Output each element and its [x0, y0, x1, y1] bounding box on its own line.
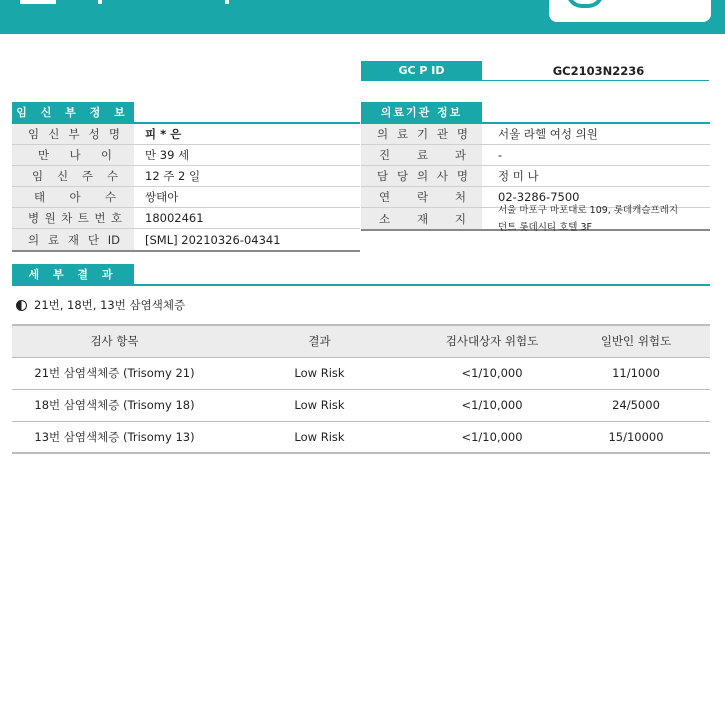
info-row — [12, 187, 360, 208]
details-title: 세 부 결 과 — [12, 264, 134, 284]
info-row — [361, 145, 710, 166]
hospital-info-table — [361, 124, 710, 231]
table-row — [12, 357, 710, 389]
info-key: 태 아 수 — [12, 187, 134, 207]
info-key: 담 당 의 사 명 — [361, 166, 482, 186]
foundation-id-value: [SML] 20210326-04341 — [145, 232, 281, 247]
header-title-fragment — [225, 0, 229, 4]
test-item-cell: 21번 삼염색체증 (Trisomy 21) — [12, 357, 217, 389]
header-banner — [0, 0, 725, 34]
department-value: - — [498, 148, 503, 162]
results-table — [12, 324, 710, 454]
info-row — [361, 124, 710, 145]
result-cell: Low Risk — [217, 389, 422, 421]
info-key: 진 료 과 — [361, 145, 482, 165]
info-key: 의 료 기 관 명 — [361, 124, 482, 144]
info-key: 임 신 주 수 — [12, 166, 134, 186]
contact-value: 02-3286-7500 — [498, 190, 580, 204]
gcp-id-bar — [361, 61, 709, 81]
info-key: 병 원 차 트 번 호 — [12, 208, 134, 228]
header-title-fragment — [20, 0, 56, 4]
hospital-name-value: 서울 라헬 여성 의원 — [498, 127, 598, 141]
table-row — [12, 421, 710, 453]
column-header: 검사대상자 위험도 — [422, 325, 562, 357]
pregnant-info-table — [12, 124, 360, 252]
fetus-count-value: 쌍태아 — [145, 190, 179, 204]
info-key: 소 재 지 — [361, 208, 482, 229]
gestation-value: 12 주 2 일 — [145, 169, 201, 183]
info-key: 의 료 재 단 ID — [12, 229, 134, 250]
half-circle-icon — [16, 300, 27, 311]
address-line-2: 던트 롯데시티 호텔 3F — [498, 221, 592, 233]
info-key: 임 신 부 성 명 — [12, 124, 134, 144]
info-row — [12, 208, 360, 229]
subject-risk-cell: <1/10,000 — [422, 357, 562, 389]
address-value — [482, 204, 710, 233]
info-key: 연 락 처 — [361, 187, 482, 207]
info-row — [12, 145, 360, 166]
details-subhead-text: 21번, 18번, 13번 삼염색체증 — [34, 298, 186, 312]
subject-risk-cell: <1/10,000 — [422, 421, 562, 453]
info-row — [12, 124, 360, 145]
section-divider — [12, 284, 710, 286]
general-risk-cell: 11/1000 — [562, 357, 710, 389]
result-cell: Low Risk — [217, 357, 422, 389]
age-value: 만 39 세 — [145, 148, 190, 162]
gcp-id-value: GC2103N2236 — [552, 63, 645, 78]
gcp-id-label: GC P ID — [361, 61, 482, 80]
column-header: 결과 — [217, 325, 422, 357]
info-key: 만 나 이 — [12, 145, 134, 165]
hospital-info-title: 의료기관 정보 — [361, 102, 482, 122]
pregnant-info-title: 임 신 부 정 보 — [12, 102, 134, 122]
table-header-row — [12, 325, 710, 357]
general-risk-cell: 24/5000 — [562, 389, 710, 421]
test-item-cell: 18번 삼염색체증 (Trisomy 18) — [12, 389, 217, 421]
info-row — [12, 166, 360, 187]
table-row — [12, 389, 710, 421]
column-header: 일반인 위험도 — [562, 325, 710, 357]
column-header: 검사 항목 — [12, 325, 217, 357]
info-row — [12, 229, 360, 250]
address-line-1: 서울 마포구 마포대로 109, 롯데캐슬프레지 — [498, 204, 679, 216]
header-title-fragment — [98, 0, 102, 4]
chart-number-value: 18002461 — [145, 211, 204, 225]
doctor-name-value: 정 미 나 — [498, 169, 539, 183]
info-row — [361, 204, 710, 233]
subject-risk-cell: <1/10,000 — [422, 389, 562, 421]
details-subhead — [16, 297, 185, 313]
result-cell: Low Risk — [217, 421, 422, 453]
info-row — [361, 166, 710, 187]
test-item-cell: 13번 삼염색체증 (Trisomy 13) — [12, 421, 217, 453]
patient-name-value: 피 * 은 — [145, 127, 182, 141]
general-risk-cell: 15/10000 — [562, 421, 710, 453]
